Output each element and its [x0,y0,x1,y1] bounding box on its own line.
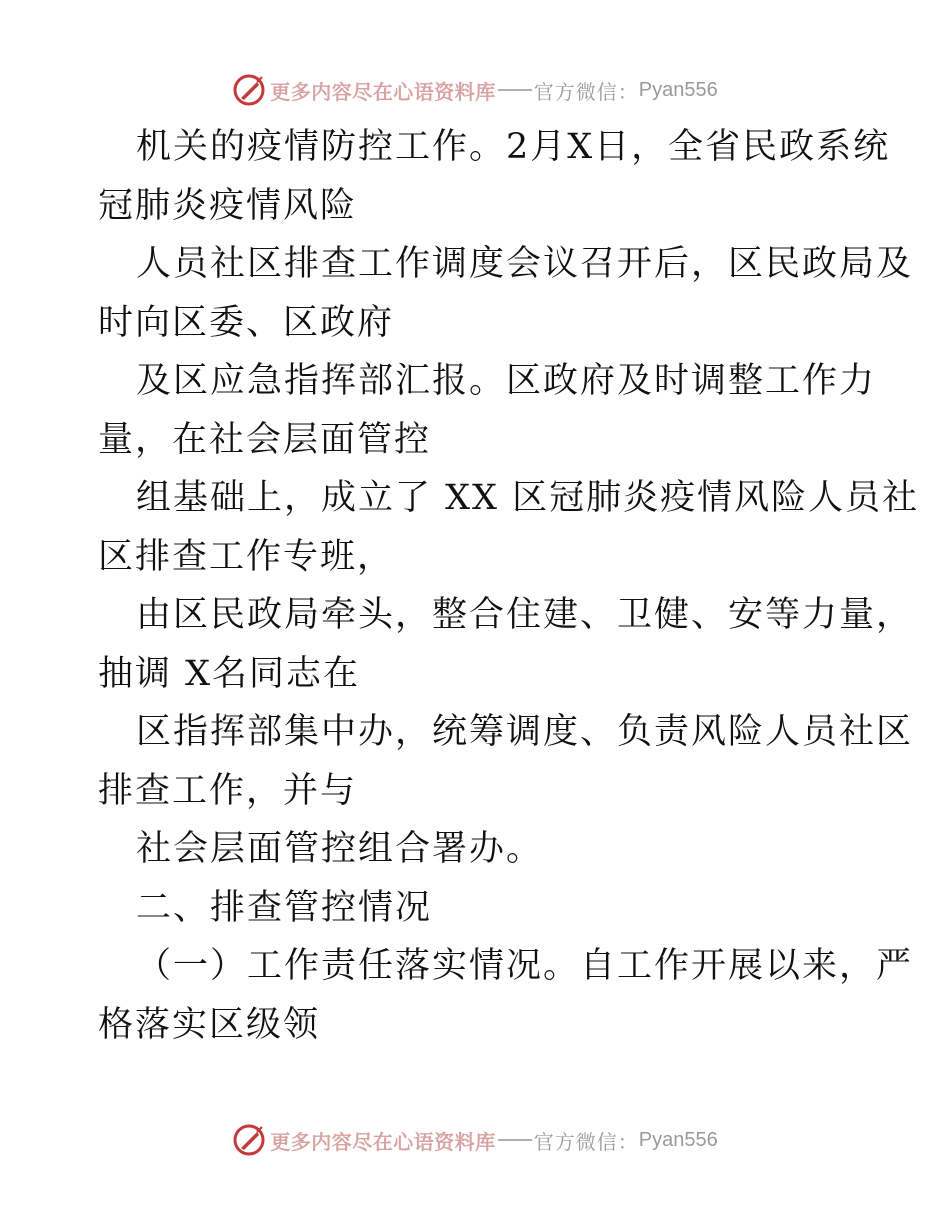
banner-dash [498,1139,532,1141]
document-body [98,118,920,1054]
banner-dash [498,89,532,91]
text-line: 组基础上，成立了 XX 区冠肺炎疫情风险人员社 [136,478,920,518]
text-line: 人员社区排查工作调度会议召开后，区民政局及 [136,244,914,284]
footer-watermark-banner [0,1120,950,1160]
text-line: 冠肺炎疫情风险 [98,185,358,226]
banner-text: 更多内容尽在心语资料库 [270,79,496,104]
banner-label: 官方微信： [533,1129,639,1154]
quill-logo-icon [232,1123,266,1157]
section-heading: 二、排查管控情况 [136,887,433,928]
quill-logo-icon [232,73,266,107]
banner-label: 官方微信： [533,79,639,104]
text-line: 区排查工作专班， [98,536,395,577]
text-line: 格落实区级领 [98,1004,321,1045]
text-line: 量，在社会层面管控 [98,419,432,460]
text-line: 及区应急指挥部汇报。区政府及时调整工作力 [136,361,877,401]
text-line: （一）工作责任落实情况。自工作开展以来，严 [136,946,914,986]
text-line: 排查工作，并与 [98,770,358,811]
text-line: 抽调 X名同志在 [98,653,361,694]
text-line: 机关的疫情防控工作。2月X日，全省民政系统 [136,127,891,167]
text-line: 由区民政局牵头，整合住建、卫健、安等力量， [136,595,914,635]
text-line: 社会层面管控组合署办。 [136,829,544,869]
text-line: 区指挥部集中办，统筹调度、负责风险人员社区 [136,712,914,752]
banner-wechat-id: Pyan556 [638,78,718,101]
text-line: 时向区委、区政府 [98,302,395,343]
banner-text: 更多内容尽在心语资料库 [270,1129,496,1154]
header-watermark-banner [0,70,950,110]
banner-wechat-id: Pyan556 [638,1128,718,1151]
